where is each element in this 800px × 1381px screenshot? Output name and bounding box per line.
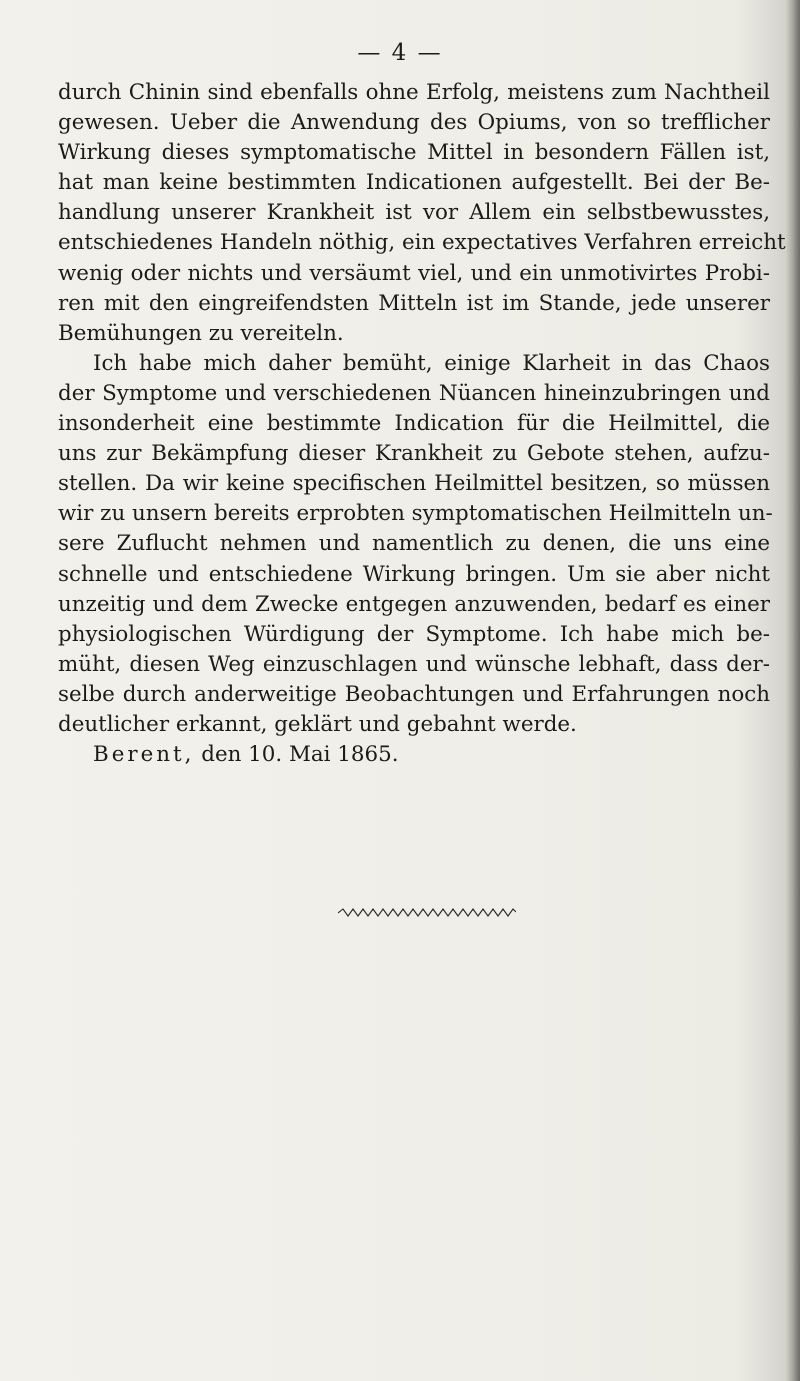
text-line: wir zu unsern bereits erprobten symptomatischen Heilmitteln un-	[58, 501, 773, 527]
text-line: unzeitig und dem Zwecke entgegen anzuwenden, bedarf es einer	[58, 591, 770, 617]
paragraph-2	[58, 349, 773, 740]
text-line: gewesen. Ueber die Anwendung des Opiums, von so trefflicher	[58, 110, 770, 136]
paragraph-1	[58, 78, 786, 349]
wavy-rule-path	[338, 909, 516, 916]
text-line: selbe durch anderweitige Beobachtungen und Erfahrungen noch	[58, 681, 770, 707]
text-line: insonderheit eine bestimmte Indication für die Heilmittel, die	[58, 411, 770, 437]
text-line: uns zur Bekämpfung dieser Krankheit zu Gebote stehen, aufzu-	[58, 441, 770, 467]
text-line: wenig oder nichts und versäumt viel, und ein unmotivirtes Probi-	[58, 260, 770, 286]
signature-place: Berent,	[93, 742, 195, 768]
text-line: hat man keine bestimmten Indicationen aufgestellt. Bei der Be-	[58, 170, 770, 196]
text-line: müht, diesen Weg einzuschlagen und wünsche lebhaft, dass der-	[58, 651, 770, 677]
page-number: — 4 —	[357, 40, 443, 66]
text-line: sere Zuflucht nehmen und namentlich zu denen, die uns eine	[58, 531, 770, 557]
text-line: deutlicher erkannt, geklärt und gebahnt werde.	[58, 711, 577, 737]
text-line: schnelle und entschiedene Wirkung bringen. Um sie aber nicht	[58, 561, 770, 587]
signature-line	[58, 740, 770, 770]
text-line: Wirkung dieses symptomatische Mittel in besondern Fällen ist,	[58, 140, 770, 166]
text-line: handlung unserer Krankheit ist vor Allem ein selbstbewusstes,	[58, 200, 770, 226]
page-edge-shadow	[786, 0, 800, 1381]
text-line: ren mit den eingreifendsten Mitteln ist im Stande, jede unserer	[58, 290, 770, 316]
wavy-rule-ornament	[338, 908, 516, 918]
text-line: physiologischen Würdigung der Symptome. Ich habe mich be-	[58, 621, 770, 647]
text-line: stellen. Da wir keine specifischen Heilmittel besitzen, so müssen	[58, 471, 770, 497]
text-line: entschiedenes Handeln nöthig, ein expectatives Verfahren erreicht	[58, 230, 786, 256]
signature-date: den 10. Mai 1865.	[201, 742, 399, 768]
body-text	[58, 78, 786, 770]
text-line: Bemühungen zu vereiteln.	[58, 320, 344, 346]
text-line: durch Chinin sind ebenfalls ohne Erfolg, meistens zum Nachtheil	[58, 80, 770, 105]
text-line: der Symptome und verschiedenen Nüancen hineinzubringen und	[58, 380, 770, 406]
text-line: Ich habe mich daher bemüht, einige Klarheit in das Chaos	[93, 350, 770, 376]
